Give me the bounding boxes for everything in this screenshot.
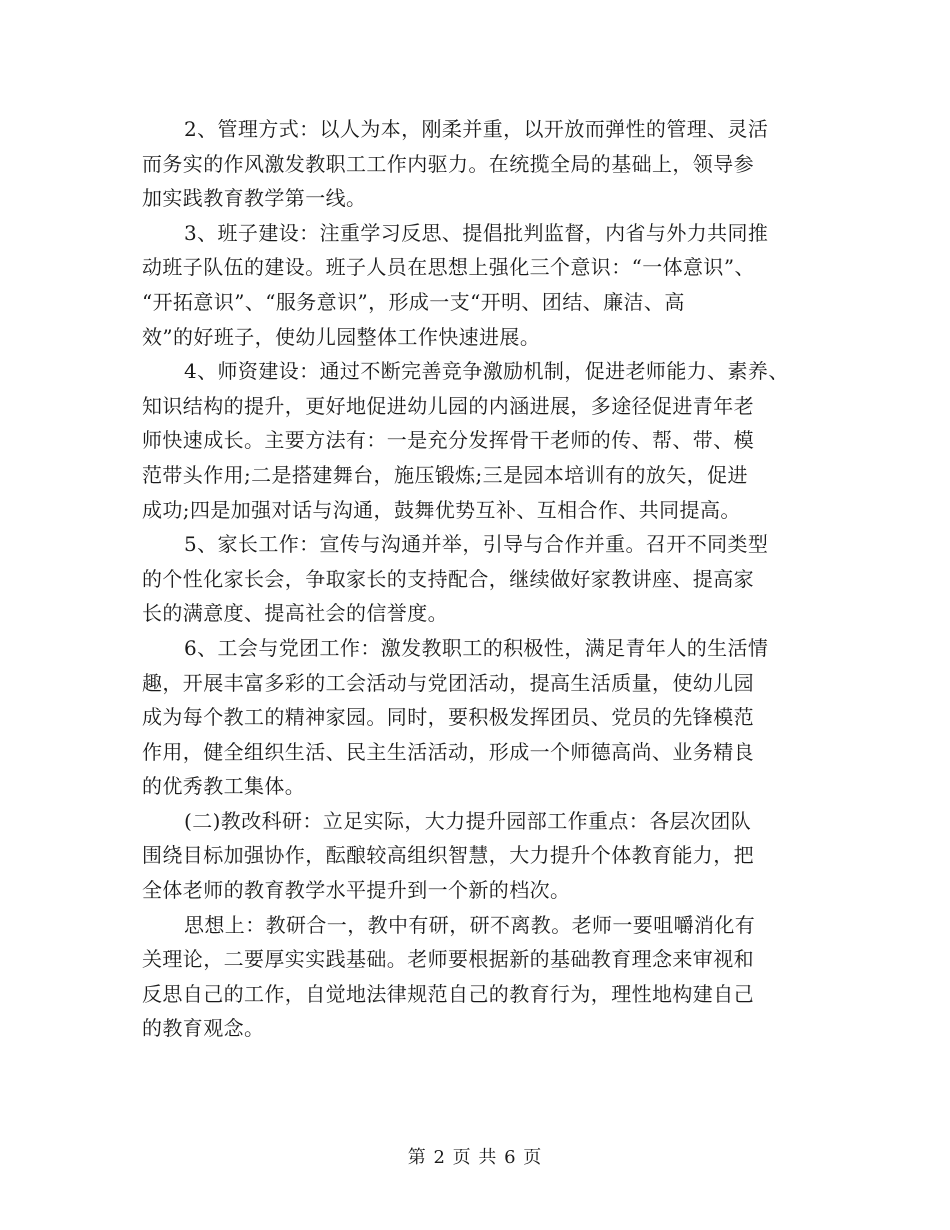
- text-line: 而务实的作风激发教职工工作内驱力。在统揽全局的基础上，领导参: [142, 151, 754, 176]
- text-line: 动班子队伍的建设。班子人员在思想上强化三个意识：“一体意识”、: [142, 255, 755, 280]
- text-line: 效”的好班子，使幼儿园整体工作快速进展。: [142, 324, 541, 349]
- text-line: 师快速成长。主要方法有：一是充分发挥骨干老师的传、帮、带、模: [142, 428, 754, 453]
- text-line: 围绕目标加强协作，酝酿较高组织智慧，大力提升个体教育能力，把: [142, 843, 754, 868]
- text-line: 作用，健全组织生活、民主生活活动，形成一个师德高尚、业务精良: [142, 739, 754, 764]
- text-line: 全体老师的教育教学水平提升到一个新的档次。: [142, 878, 571, 903]
- text-line: 5、家长工作：宣传与沟通并举，引导与合作并重。召开不同类型: [184, 532, 769, 557]
- text-line: 4、师资建设：通过不断完善竞争激励机制，促进老师能力、素养、: [184, 359, 789, 384]
- text-line: 范带头作用;二是搭建舞台，施压锻炼;三是园本培训有的放矢，促进: [142, 462, 748, 487]
- document-body: [142, 112, 832, 1046]
- text-line: “开拓意识”、“服务意识”，形成一支“开明、团结、廉洁、高: [142, 289, 685, 314]
- text-line: 反思自己的工作，自觉地法律规范自己的教育行为，理性地构建自己: [142, 981, 754, 1006]
- text-line: 思想上：教研合一，教中有研，研不离教。老师一要咀嚼消化有: [184, 912, 756, 937]
- page-footer: 第 2 页 共 6 页: [407, 1147, 543, 1168]
- text-line: 的教育观念。: [142, 1016, 265, 1041]
- text-line: 长的满意度、提高社会的信誉度。: [142, 601, 448, 626]
- text-line: 加实践教育教学第一线。: [142, 186, 367, 211]
- text-line: 2、管理方式：以人为本，刚柔并重，以开放而弹性的管理、灵活: [184, 117, 769, 141]
- text-line: 的个性化家长会，争取家长的支持配合，继续做好家教讲座、提高家: [142, 566, 754, 591]
- text-line: 关理论，二要厚实实践基础。老师要根据新的基础教育理念来审视和: [142, 947, 754, 972]
- text-line: 成功;四是加强对话与沟通，鼓舞优势互补、互相合作、共同提高。: [142, 497, 741, 522]
- text-line: 3、班子建设：注重学习反思、提倡批判监督，内省与外力共同推: [184, 220, 769, 245]
- text-line: 成为每个教工的精神家园。同时，要积极发挥团员、党员的先锋模范: [142, 705, 754, 730]
- text-line: 的优秀教工集体。: [142, 774, 306, 799]
- text-line: 6、工会与党团工作：激发教职工的积极性，满足青年人的生活情: [184, 635, 769, 660]
- text-line: 趣，开展丰富多彩的工会活动与党团活动，提高生活质量，使幼儿园: [142, 670, 754, 695]
- text-line: 知识结构的提升，更好地促进幼儿园的内涵进展，多途径促进青年老: [142, 393, 754, 418]
- text-line: (二)教改科研：立足实际，大力提升园部工作重点：各层次团队: [184, 808, 752, 833]
